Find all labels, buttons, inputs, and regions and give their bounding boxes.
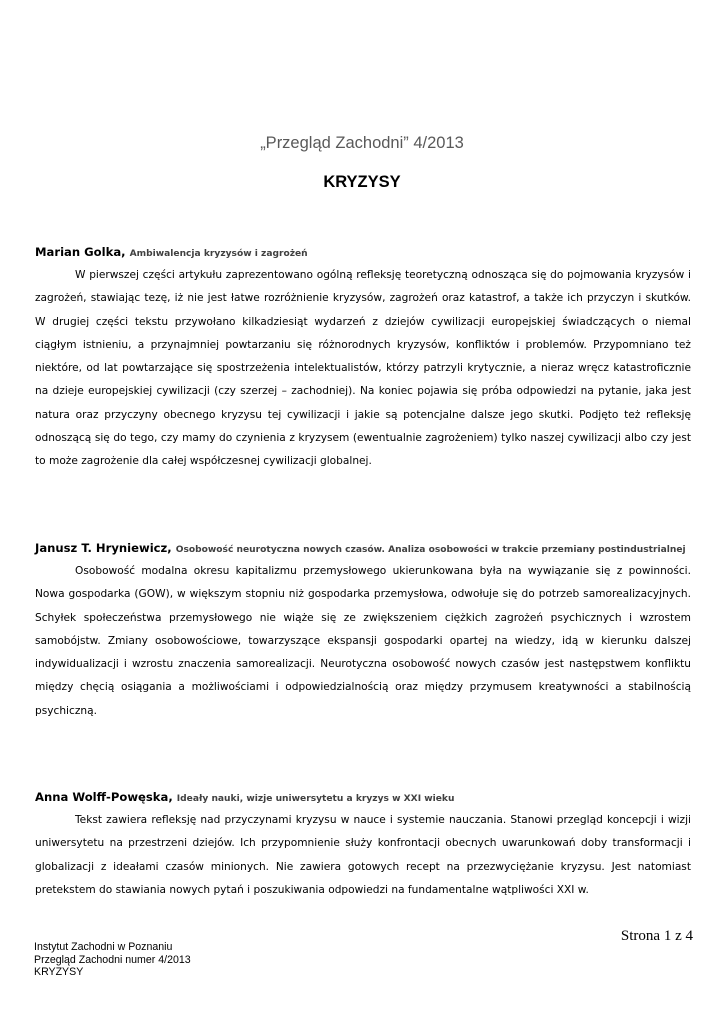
article-subtitle: Ambiwalencja kryzysów i zagrożeń [129,249,308,259]
article-abstract: W pierwszej części artykułu zaprezentowano ogólną refleksję teoretyczną odnosząca się do pojmowania kryzysów i zagrożeń, stawiając tezę, iż nie jest łatwe rozróżnienie kryzysów, zagrożeń oraz katastrof, a także ich przyczyn i skutków. W drugiej części tekstu przywołano kilkadziesiąt wydarzeń z dziejów cywilizacji europejskiej świadczących o niemal ciągłym istnieniu, a przynajmniej powtarzaniu się różnorodnych kryzysów, konfliktów i problemów. Przypomniano też niektóre, od lat powtarzające się spostrzeżenia intelektualistów, którzy patrzyli krytycznie, a nieraz wręcz katastroficznie na dzieje europejskiej cywilizacji (czy szerzej – zachodniej). Na koniec pojawia się próba odpowiedzi na pytanie, jaka jest natura oraz przyczyny obecnego kryzysu tej cywilizacji i jakie są potencjalne dalsze jego skutki. Podjęto też refleksję odnoszącą się do tego, czy mamy do czynienia z kryzysem (ewentualnie zagrożeniem) tylko naszej cywilizacji albo czy jest to może zagrożenie dla całej współczesnej cywilizacji globalnej. [35,269,691,468]
heading-separator: , [168,790,177,804]
footer-issue: Przegląd Zachodni numer 4/2013 [34,953,191,966]
article-author: Janusz T. Hryniewicz [35,541,168,555]
page-number: Strona 1 z 4 [620,928,693,944]
article-heading [35,241,691,264]
article-heading [35,537,691,560]
page-footer [34,941,191,979]
article-author: Anna Wolff-Powęska [35,790,169,804]
heading-separator: , [121,245,130,259]
article-golka [35,241,691,474]
article-heading [35,786,691,809]
footer-institute: Instytut Zachodni w Poznaniu [34,941,173,953]
article-abstract: Osobowość modalna okresu kapitalizmu przemysłowego ukierunkowana była na wywiązanie się z powinności. Nowa gospodarka (GOW), w większym stopniu niż gospodarka przemysłowa, odwołuje się do potrzeb samorealizacyjnych. Schyłek społeczeństwa przemysłowego nie wiąże się ze zwiększeniem ciężkich zagrożeń psychicznych i wzrostem samobójstw. Zmiany osobowościowe, towarzyszące ekspansji gospodarki opartej na wiedzy, idą w kierunku dalszej indywidualizacji i wzrostu znaczenia samorealizacji. Neurotyczna osobowość nowych czasów jest następstwem konfliktu między chęcią osiągania a możliwościami i odpowiedzialnością oraz między przymusem kreatywności a stabilnością psychiczną. [35,565,691,717]
article-abstract: Tekst zawiera refleksję nad przyczynami kryzysu w nauce i systemie nauczania. Stanowi przegląd koncepcji i wizji uniwersytetu na przestrzeni dziejów. Ich przypomnienie służy konfrontacji obecnych uwarunkowań doby transformacji i globalizacji z ideałami czasów minionych. Nie zawiera gotowych recept na przezwyciężanie kryzysu. Jest natomiast pretekstem do stawiania nowych pytań i poszukiwania odpowiedzi na fundamentalne wątpliwości XXI w. [35,814,691,896]
article-hryniewicz [35,537,691,723]
page-title: KRYZYSY [323,173,401,191]
heading-separator: , [167,541,176,555]
article-wolff-poweska [35,786,691,902]
article-subtitle: Ideały nauki, wizje uniwersytetu a kryzys w XXI wieku [176,794,455,804]
article-author: Marian Golka [35,245,122,259]
footer-section: KRYZYSY [34,966,84,979]
article-subtitle: Osobowość neurotyczna nowych czasów. Analiza osobowości w trakcie przemiany postindustrialnej [175,545,686,555]
journal-title: „Przegląd Zachodni” 4/2013 [260,134,464,152]
